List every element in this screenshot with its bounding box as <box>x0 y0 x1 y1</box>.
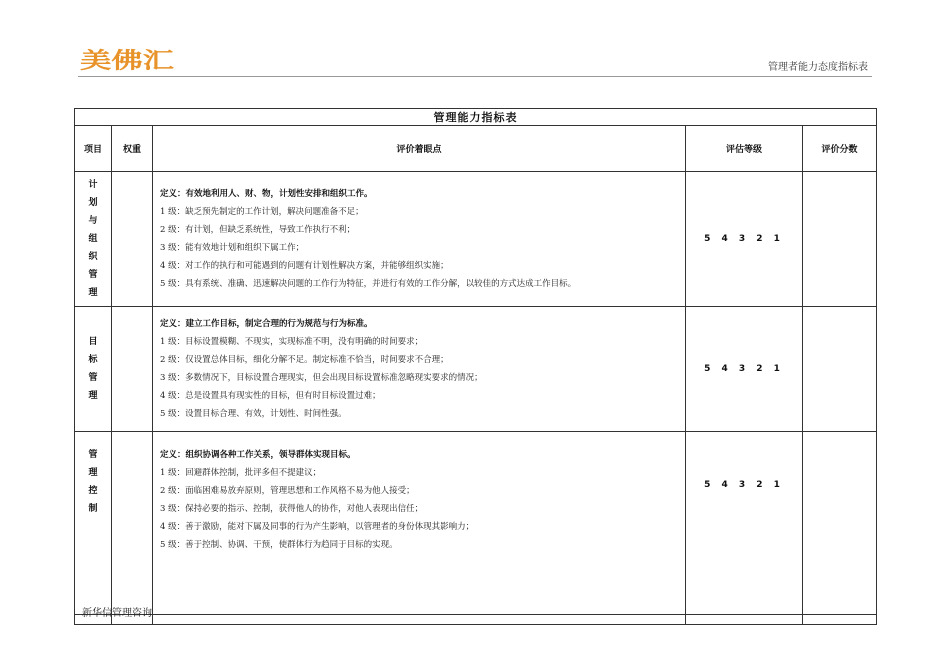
level-text: 3 级：多数情况下，目标设置合理现实，但会出现目标设置标准忽略现实要求的情况； <box>160 373 483 383</box>
col-header-grade: 评估等级 <box>686 126 803 172</box>
focus-cell <box>153 307 686 432</box>
grade-cell[interactable]: 5 4 3 2 1 <box>686 307 803 432</box>
grade-cell[interactable]: 5 4 3 2 1 <box>686 432 803 615</box>
weight-cell[interactable] <box>112 307 153 432</box>
table-header-row <box>75 126 877 172</box>
col-header-score: 评价分数 <box>803 126 877 172</box>
level-text: 3 级：能有效地计划和组织下属工作； <box>160 243 305 253</box>
level-text: 1 级：目标设置模糊、不现实，实现标准不明，没有明确的时间要求； <box>160 337 424 347</box>
table-row-empty <box>75 615 877 625</box>
col-header-item: 项目 <box>75 126 112 172</box>
weight-cell[interactable] <box>112 172 153 307</box>
focus-cell <box>153 172 686 307</box>
category-cell: 目 标 管 理 <box>75 307 112 432</box>
header-divider <box>78 76 872 77</box>
definition-text: 定义：建立工作目标，制定合理的行为规范与行为标准。 <box>160 319 373 329</box>
level-text: 1 级：缺乏预先制定的工作计划，解决问题准备不足； <box>160 207 364 217</box>
category-cell: 管 理 控 制 <box>75 432 112 615</box>
footer-company: 新华信管理咨询 <box>82 608 152 619</box>
level-text: 4 级：对工作的执行和可能遇到的问题有计划性解决方案，并能够组织实施； <box>160 261 449 271</box>
level-text: 4 级：总是设置具有现实性的目标，但有时目标设置过难； <box>160 391 381 401</box>
score-cell[interactable] <box>803 432 877 615</box>
document-title: 管理者能力态度指标表 <box>768 62 868 73</box>
table-row <box>75 172 877 307</box>
table-title: 管理能力指标表 <box>75 109 877 126</box>
focus-cell <box>153 432 686 615</box>
table-row <box>75 432 877 615</box>
score-cell[interactable] <box>803 172 877 307</box>
company-logo <box>80 48 176 72</box>
definition-text: 定义：组织协调各种工作关系，领导群体实现目标。 <box>160 450 356 460</box>
col-header-focus: 评价着眼点 <box>153 126 686 172</box>
score-cell[interactable] <box>803 307 877 432</box>
logo-text: 美佛汇 <box>80 49 147 72</box>
indicator-table <box>74 108 877 625</box>
level-text: 2 级：仅设置总体目标，细化分解不足。制定标准不恰当，时间要求不合理； <box>160 355 449 365</box>
weight-cell[interactable] <box>112 432 153 615</box>
level-text: 5 级：设置目标合理、有效，计划性、时间性强。 <box>160 409 347 419</box>
definition-text: 定义：有效地利用人、财、物，计划性安排和组织工作。 <box>160 189 373 199</box>
empty-cell <box>686 615 803 625</box>
level-text: 3 级：保持必要的指示、控制，获得他人的协作，对他人表现出信任； <box>160 504 424 514</box>
level-text: 5 级：具有系统、准确、迅速解决问题的工作行为特征，并进行有效的工作分解，以较佳的方式达成工作目标。 <box>160 279 577 289</box>
level-text: 4 级：善于激励，能对下属及同事的行为产生影响，以管理者的身份体现其影响力； <box>160 522 475 532</box>
empty-cell <box>803 615 877 625</box>
empty-cell <box>153 615 686 625</box>
grade-cell[interactable]: 5 4 3 2 1 <box>686 172 803 307</box>
level-text: 1 级：回避群体控制，批评多但不提建议； <box>160 468 322 478</box>
table-row <box>75 307 877 432</box>
level-text: 2 级：有计划，但缺乏系统性，导致工作执行不利； <box>160 225 356 235</box>
level-text: 5 级：善于控制、协调、干预，使群体行为趋同于目标的实现。 <box>160 540 398 550</box>
category-cell: 计 划 与 组 织 管 理 <box>75 172 112 307</box>
level-text: 2 级：面临困难易放弃原则，管理思想和工作风格不易为他人接受； <box>160 486 415 496</box>
col-header-weight: 权重 <box>112 126 153 172</box>
